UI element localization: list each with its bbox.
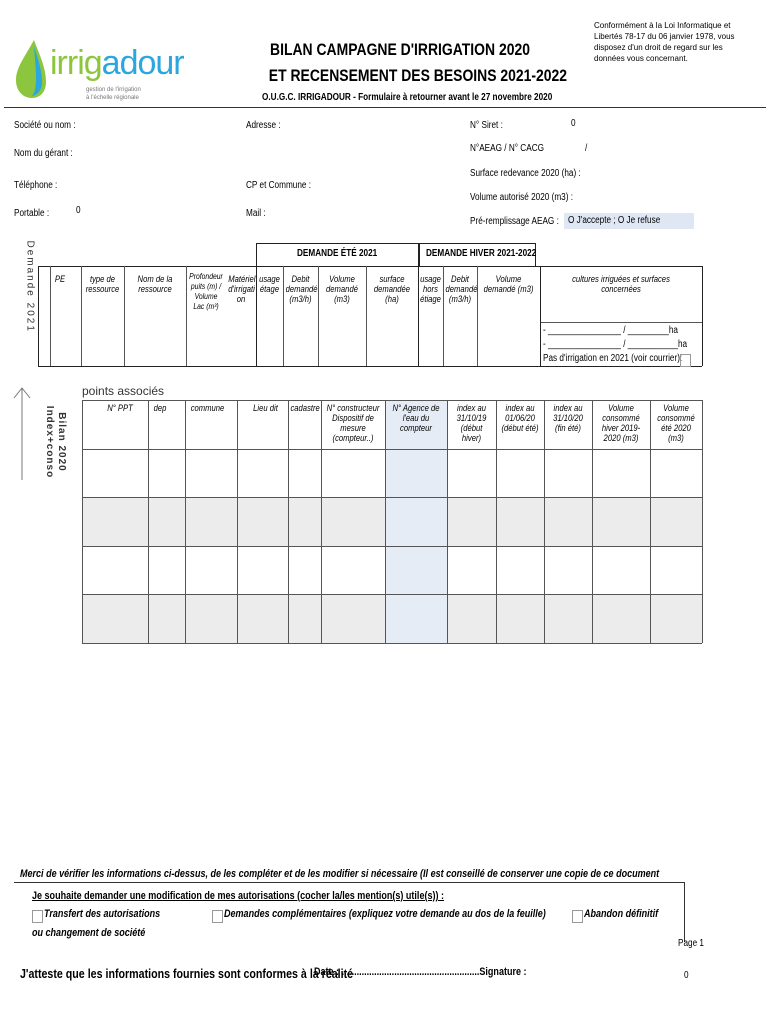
aeag-value[interactable]: / xyxy=(585,143,588,154)
col-constructeur: N° constructeur Dispositif de mesure (compteur..) xyxy=(326,403,380,443)
adresse-label: Adresse : xyxy=(246,120,281,131)
agence-column-highlight xyxy=(385,400,447,643)
bilan-col-line xyxy=(702,400,703,643)
page-label: Page 1 xyxy=(678,938,704,949)
logo-wordmark: irrigadour xyxy=(50,44,184,82)
modif-title: Je souhaite demander une modification de mes autorisations (cocher la/les mention(s) utile(s)) : xyxy=(32,890,444,902)
demande-col-line xyxy=(124,266,125,366)
col-volume-hiver: Volume demandé (m3) xyxy=(483,274,534,294)
col-type-ressource: type de ressource xyxy=(85,274,120,294)
bilan-col-line xyxy=(650,400,651,643)
col-volume-ete-conso: Volume consommé été 2020 (m3) xyxy=(657,403,695,443)
bilan-row-line xyxy=(82,594,702,595)
demande-col-line xyxy=(443,266,444,366)
demande-col-line xyxy=(702,266,703,366)
aeag-label: N°AEAG / N° CACG xyxy=(470,143,544,154)
verify-note: Merci de vérifier les informations ci-dessus, de les compléter et de les modifier si nécessaire (Il est conseillé de conserver une copie de ce document xyxy=(20,868,660,880)
demande-col-line xyxy=(366,266,367,366)
logo-tagline: gestion de l'irrigation à l'échelle régionale xyxy=(86,87,141,101)
col-nom-ressource: Nom de la ressource xyxy=(137,274,173,294)
logo-drop-icon xyxy=(12,38,48,100)
portable-label: Portable : xyxy=(14,208,50,219)
bilan-col-line xyxy=(288,400,289,643)
col-pe: PE xyxy=(54,274,66,284)
siret-label: N° Siret : xyxy=(470,120,503,131)
transfert-label-2: ou changement de société xyxy=(32,927,146,939)
siret-value[interactable]: 0 xyxy=(571,118,576,129)
points-associes-label: points associés xyxy=(82,384,165,398)
demande-side-label-wrap xyxy=(24,240,38,365)
attest-text: J'atteste que les informations fournies sont conformes à la réalité xyxy=(20,966,354,981)
demande-side-label: Demande 2021 xyxy=(24,240,36,333)
footer-divider xyxy=(14,882,684,883)
complementaires-label: Demandes complémentaires (expliquez votre demande au dos de la feuille) xyxy=(224,908,546,920)
bilan-top-border xyxy=(82,400,702,401)
no-irrigation-label: Pas d'irrigation en 2021 (voir courrier): xyxy=(543,353,683,364)
preremplissage-value: O J'accepte ; O Je refuse xyxy=(568,215,661,226)
transfert-label-1: Transfert des autorisations xyxy=(44,908,161,920)
bilan-col-line xyxy=(148,400,149,643)
col-volume-hiver-conso: Volume consommé hiver 2019-2020 (m3) xyxy=(601,403,641,443)
page-title-line2: ET RECENSEMENT DES BESOINS 2021-2022 xyxy=(268,66,568,85)
mail-label: Mail : xyxy=(246,208,266,219)
bilan-col-line xyxy=(544,400,545,643)
demande-col-line xyxy=(38,266,39,366)
col-usage-hors: usage hors étiage xyxy=(420,274,441,304)
surface-label: Surface redevance 2020 (ha) : xyxy=(470,168,581,179)
bilan-col-line xyxy=(496,400,497,643)
demande-col-line xyxy=(283,266,284,366)
col-profondeur: Profondeur puits (m) / Volume Lac (m³) xyxy=(189,272,223,311)
col-index-3: index au 31/10/20 (fin été) xyxy=(553,403,583,433)
col-index-1: index au 31/10/19 (début hiver) xyxy=(456,403,487,443)
preremplissage-label: Pré-remplissage AEAG : xyxy=(470,216,559,227)
bilan-col-line xyxy=(82,400,83,643)
col-surface: surface demandée (ha) xyxy=(373,274,411,304)
demande-bottom-border xyxy=(38,366,702,367)
bilan-col-line xyxy=(321,400,322,643)
bilan-col-line xyxy=(592,400,593,643)
col-volume: Volume demandé (m3) xyxy=(326,274,358,304)
col-index-2: index au 01/06/20 (début été) xyxy=(501,403,539,433)
gerant-label: Nom du gérant : xyxy=(14,148,73,159)
page-title-line1: BILAN CAMPAGNE D'IRRIGATION 2020 xyxy=(270,40,530,59)
telephone-label: Téléphone : xyxy=(14,180,58,191)
page-subtitle: O.U.G.C. IRRIGADOUR - Formulaire à retourner avant le 27 novembre 2020 xyxy=(262,92,553,103)
demande-top-border xyxy=(38,266,702,267)
date-signature[interactable]: Date : .......................................................Signature : xyxy=(314,966,527,978)
hiver-header: DEMANDE HIVER 2021-2022 xyxy=(426,248,537,259)
bilan-col-line xyxy=(185,400,186,643)
bilan-row-line xyxy=(82,449,702,450)
col-ppt: N° PPT xyxy=(107,403,133,413)
demande-col-line xyxy=(81,266,82,366)
col-lieu-dit: Lieu dit xyxy=(253,403,278,413)
bilan-side-label-wrap xyxy=(40,385,70,495)
demande-col-line xyxy=(256,266,257,366)
col-usage-etage: usage étage xyxy=(259,274,280,294)
demande-col-line xyxy=(477,266,478,366)
col-cadastre: cadastre xyxy=(290,403,320,413)
transfert-checkbox[interactable] xyxy=(32,910,43,923)
header-divider xyxy=(4,107,766,108)
portable-value[interactable]: 0 xyxy=(76,205,81,216)
footer-divider-vertical xyxy=(684,882,685,942)
bilan-col-line xyxy=(237,400,238,643)
demande-col-line xyxy=(318,266,319,366)
col-commune: commune xyxy=(190,403,225,413)
demande-col-line xyxy=(186,266,187,366)
bilan-col-line xyxy=(385,400,386,643)
volume-label: Volume autorisé 2020 (m3) : xyxy=(470,192,574,203)
col-agence: N° Agence de l'eau du compteur xyxy=(392,403,440,433)
cultures-line-1[interactable]: - ________________ / _________ha xyxy=(543,325,678,336)
col-dep: dep xyxy=(153,403,167,413)
cultures-line-2[interactable]: - ________________ / ___________ha xyxy=(543,339,688,350)
bilan-row-line xyxy=(82,497,702,498)
bilan-col-line xyxy=(447,400,448,643)
bilan-bottom-border xyxy=(82,643,702,644)
legal-notice: Conformément à la Loi Informatique et Libertés 78-17 du 06 janvier 1978, vous disposez d'un droit de regard sur les données vous concernant. xyxy=(594,21,735,63)
arrow-up-icon xyxy=(12,384,36,484)
page-number: 0 xyxy=(684,970,689,981)
demande-col-line xyxy=(418,266,419,366)
abandon-checkbox[interactable] xyxy=(572,910,583,923)
col-debit: Debit demandé (m3/h) xyxy=(285,274,318,304)
col-cultures: cultures irriguées et surfaces concernées xyxy=(572,274,670,294)
no-irrigation-checkbox[interactable] xyxy=(680,354,691,367)
abandon-label: Abandon définitif xyxy=(584,908,659,920)
col-materiel: Matériel d'irrigati on xyxy=(228,274,256,304)
cultures-divider xyxy=(540,322,702,323)
cp-label: CP et Commune : xyxy=(246,180,312,191)
col-debit-hiver: Debit demandé (m3/h) xyxy=(445,274,478,304)
complementaires-checkbox[interactable] xyxy=(212,910,223,923)
societe-label: Société ou nom : xyxy=(14,120,76,131)
bilan-row-line xyxy=(82,546,702,547)
demande-col-line xyxy=(540,266,541,366)
ete-header: DEMANDE ÉTÉ 2021 xyxy=(297,248,378,259)
bilan-side-label: Bilan 2020 Index+conso xyxy=(44,405,67,479)
